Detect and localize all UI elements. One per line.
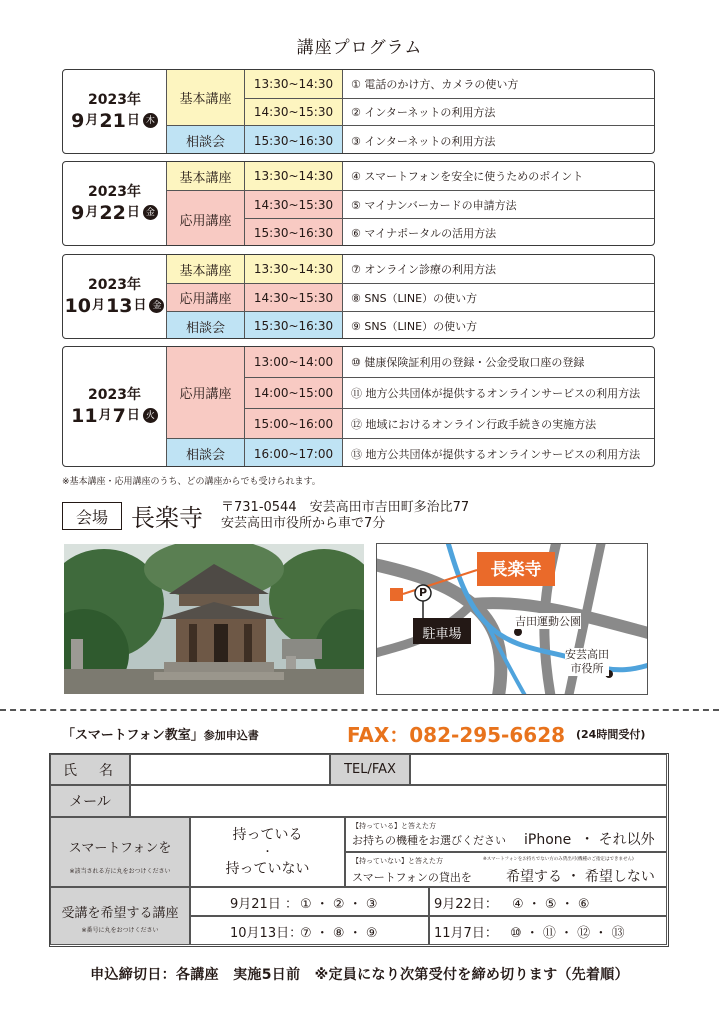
map-cityhall-line1: 安芸高田 — [565, 648, 609, 661]
tel-label: TEL/FAX — [330, 754, 410, 785]
date-cell — [63, 162, 167, 245]
session-topic: ⑫ 地域におけるオンライン行政手続きの実施方法 — [343, 408, 654, 438]
map-cityhall-line2: 市役所 — [570, 662, 604, 675]
course-1-date: 9月21日 ： — [230, 897, 298, 912]
weekday-badge: 火 — [143, 408, 158, 423]
month-suffix: 月 — [85, 112, 99, 128]
month-suffix: 月 — [85, 204, 99, 220]
course-3-options[interactable]: ⑦ ・ ⑧ ・ ⑨ — [300, 926, 378, 941]
mail-field[interactable] — [130, 785, 667, 817]
category-applied: 応用講座 — [167, 283, 245, 311]
date-day: 13 — [106, 294, 133, 317]
phone-label-cell — [50, 817, 190, 887]
session-topic: ⑤ マイナンバーカードの申請方法 — [343, 190, 654, 218]
date-month-day — [65, 294, 165, 318]
fax-number: FAX：082-295-6628 — [347, 723, 566, 747]
name-label: 氏 名 — [50, 754, 130, 785]
date-day: 7 — [112, 404, 126, 427]
q2-small: ※スマートフォンをお持ちでない方のみ貸出可(機種のご指定はできません) — [483, 857, 634, 862]
temple-photo — [64, 544, 364, 694]
schedule-day-0921 — [62, 69, 655, 154]
session-time: 15:00~16:00 — [245, 408, 343, 438]
category-consult: 相談会 — [167, 311, 245, 339]
session-time: 13:30~14:30 — [245, 255, 343, 283]
category-applied: 応用講座 — [167, 190, 245, 246]
form-title-main: 「スマートフォン教室」 — [62, 728, 204, 743]
map-parking-mark: P — [418, 586, 428, 599]
mail-label: メール — [50, 785, 130, 817]
category-basic: 基本講座 — [167, 70, 245, 125]
course-hint: ※番号に丸をおつけください — [81, 927, 159, 934]
form-title — [62, 724, 259, 743]
session-topic: ② インターネットの利用方法 — [343, 98, 654, 125]
month-suffix: 月 — [98, 407, 112, 423]
date-day: 22 — [99, 201, 126, 224]
sessions — [167, 255, 654, 338]
session-topic: ③ インターネットの利用方法 — [343, 125, 654, 154]
course-4-date: 11月7日： — [434, 926, 498, 941]
date-year: 2023年 — [88, 386, 141, 403]
date-cell — [63, 70, 167, 153]
q2-tag: 【持っていない】と答えた方 — [352, 857, 443, 865]
session-topic: ⑬ 地方公共団体が提供するオンラインサービスの利用方法 — [343, 438, 654, 467]
q1-text: お持ちの機種をお選びください — [352, 834, 506, 847]
session-time: 15:30~16:30 — [245, 311, 343, 339]
session-time: 13:30~14:30 — [245, 70, 343, 98]
map-park-label: 吉田運動公園 — [515, 615, 581, 628]
venue-address-block — [221, 500, 469, 532]
date-day: 21 — [99, 109, 126, 132]
tel-field[interactable] — [410, 754, 667, 785]
session-time: 14:30~15:30 — [245, 98, 343, 125]
date-year: 2023年 — [88, 183, 141, 200]
phone-q2-cell — [345, 852, 667, 887]
session-topic: ⑦ オンライン診療の利用方法 — [351, 263, 497, 276]
date-month-day — [71, 109, 158, 133]
form-title-sub: 参加申込書 — [203, 729, 259, 742]
phone-label: スマートフォンを — [68, 841, 172, 856]
schedule-day-1013 — [62, 254, 655, 339]
page-title: 講座プログラム — [296, 38, 423, 58]
q2-options[interactable]: 希望する ・ 希望しない — [506, 869, 655, 885]
own-separator: ・ — [262, 846, 273, 858]
own-yes-option[interactable]: 持っている — [232, 826, 303, 843]
fax-note: (24時間受付) — [576, 728, 646, 741]
course-2-options[interactable]: ④ ・ ⑤ ・ ⑥ — [512, 897, 590, 912]
course-2-date: 9月22日： — [434, 897, 498, 912]
date-cell — [63, 255, 167, 338]
own-no-option[interactable]: 持っていない — [225, 860, 310, 877]
schedule-day-1107 — [62, 346, 655, 467]
phone-q1-cell — [345, 817, 667, 852]
session-time: 13:00~14:00 — [245, 347, 343, 377]
course-col-divider — [428, 887, 430, 945]
date-month: 9 — [71, 201, 85, 224]
course-3-date: 10月13日： — [230, 926, 303, 941]
session-time: 14:00~15:00 — [245, 377, 343, 408]
course-label-cell — [50, 887, 190, 945]
category-basic: 基本講座 — [167, 162, 245, 190]
sessions — [167, 347, 654, 466]
session-topic: ④ スマートフォンを安全に使うためのポイント — [351, 170, 584, 183]
session-time: 14:30~15:30 — [245, 190, 343, 218]
deadline-notice: 申込締切日：各講座 実施5日前 ※定員になり次第受付を締め切ります（先着順） — [90, 967, 629, 983]
session-topic: ⑨ SNS（LINE）の使い方 — [343, 311, 654, 339]
date-year: 2023年 — [88, 276, 141, 293]
session-topic: ⑥ マイナポータルの活用方法 — [343, 218, 654, 246]
venue-access: 安芸高田市役所から車で7分 — [221, 516, 386, 531]
venue-address: 〒731-0544 安芸高田市吉田町多治比77 — [221, 500, 470, 515]
session-time: 15:30~16:30 — [245, 125, 343, 154]
category-applied: 応用講座 — [167, 347, 245, 438]
date-month-day — [71, 404, 158, 428]
q1-tag: 【持っている】と答えた方 — [352, 822, 436, 830]
session-topic: ⑪ 地方公共団体が提供するオンラインサービスの利用方法 — [343, 377, 654, 408]
name-field[interactable] — [130, 754, 330, 785]
session-time: 15:30~16:30 — [245, 218, 343, 246]
q2-text: スマートフォンの貸出を — [352, 871, 472, 884]
date-month-day — [71, 201, 158, 225]
cut-line — [0, 709, 719, 711]
category-consult: 相談会 — [167, 125, 245, 154]
weekday-badge: 金 — [143, 205, 158, 220]
day-suffix: 日 — [126, 407, 140, 423]
day-suffix: 日 — [133, 297, 147, 313]
date-month: 11 — [71, 404, 98, 427]
schedule-day-0922 — [62, 161, 655, 246]
session-time: 14:30~15:30 — [245, 283, 343, 311]
session-topic: ⑧ SNS（LINE）の使い方 — [343, 283, 654, 311]
weekday-badge: 木 — [143, 113, 158, 128]
course-label: 受講を希望する講座 — [61, 906, 179, 921]
category-basic: 基本講座 — [167, 255, 245, 283]
venue-label: 会場 — [62, 502, 122, 530]
sessions — [167, 70, 654, 153]
course-1-options[interactable]: ① ・ ② ・ ③ — [300, 897, 378, 912]
map-cityhall-label — [565, 648, 609, 676]
venue-name: 長楽寺 — [131, 504, 203, 532]
course-4-options[interactable]: ⑩ ・ ⑪ ・ ⑫ ・ ⑬ — [510, 926, 625, 941]
access-map — [376, 543, 648, 695]
phone-own-cell — [190, 817, 345, 887]
session-time: 13:30~14:30 — [245, 162, 343, 190]
session-time: 16:00~17:00 — [245, 438, 343, 467]
course-note: ※基本講座・応用講座のうち、どの講座からでも受けられます。 — [62, 477, 321, 487]
date-month: 10 — [64, 294, 91, 317]
q1-options[interactable]: iPhone ・ それ以外 — [524, 832, 655, 848]
date-cell — [63, 347, 167, 466]
day-suffix: 日 — [126, 204, 140, 220]
application-form — [49, 753, 669, 947]
month-suffix: 月 — [91, 297, 105, 313]
map-parking-label: 駐車場 — [422, 627, 462, 642]
phone-hint: ※該当される方に丸をおつけください — [69, 868, 171, 875]
sessions — [167, 162, 654, 245]
map-temple-label: 長楽寺 — [490, 560, 542, 580]
session-topic: ① 電話のかけ方、カメラの使い方 — [351, 78, 519, 91]
temple-photo-illustration — [64, 544, 364, 694]
category-consult: 相談会 — [167, 438, 245, 467]
day-suffix: 日 — [126, 112, 140, 128]
weekday-badge: 金 — [149, 298, 164, 313]
session-topic: ⑩ 健康保険証利用の登録・公金受取口座の登録 — [351, 356, 585, 369]
date-year: 2023年 — [88, 91, 141, 108]
date-month: 9 — [71, 109, 85, 132]
